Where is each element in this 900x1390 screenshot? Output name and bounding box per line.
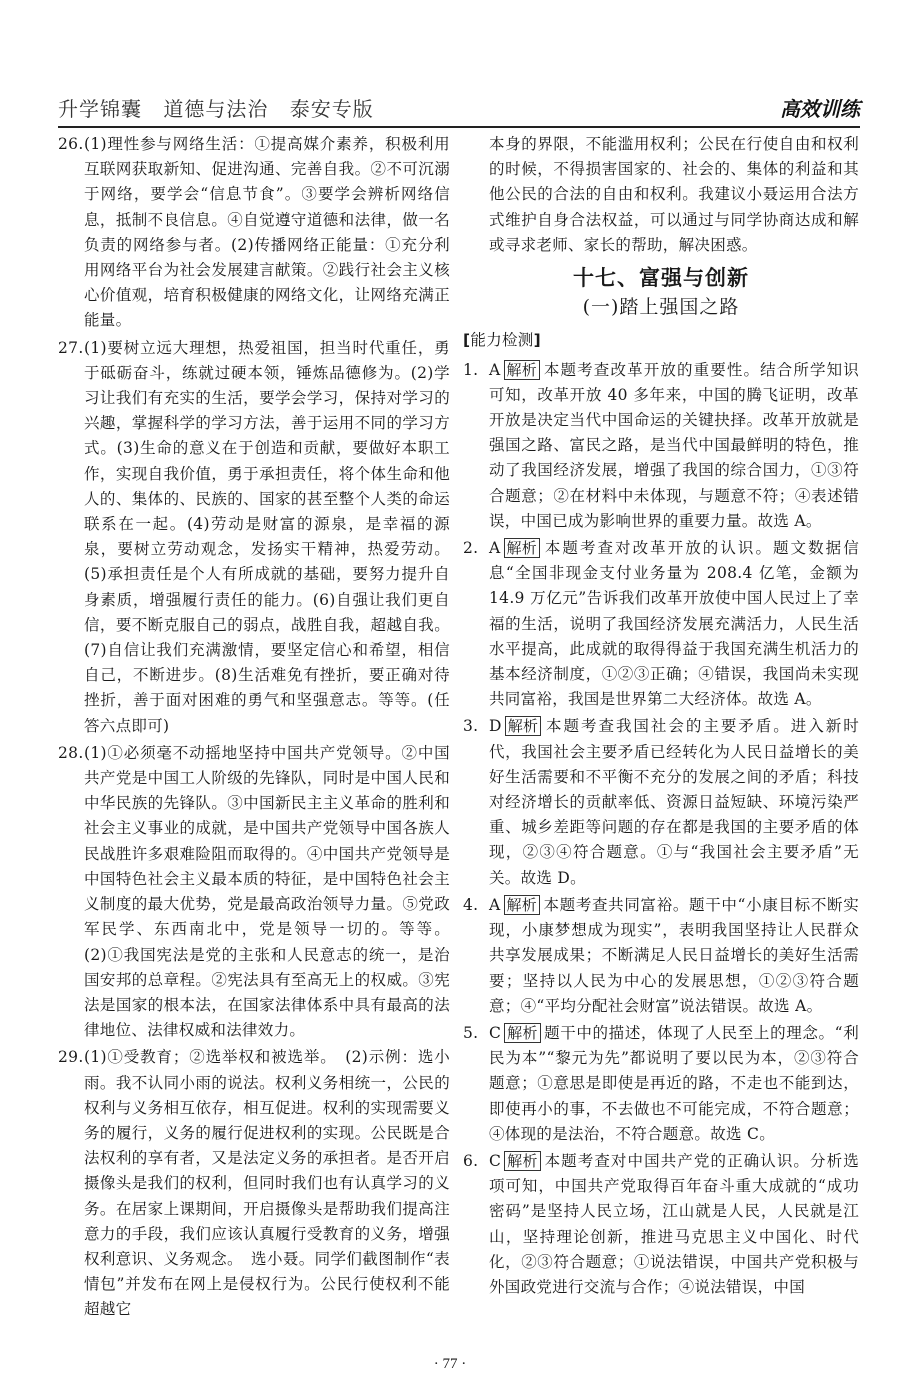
item-text: (1)①必须毫不动摇地坚持中国共产党领导。②中国共产党是中国工人阶级的先锋队，同时是中国人民和中华民族的先锋队。③中国新民主主义革命的胜利和社会主义事业的成就，是中国共产党领导中国各族人民战胜许多艰难险阻而取得的。④中国共产党领导是中国特色社会主义最本质的特征，是中国特色社会主义制度的最大优势，党是最高政治领导力量。⑤党政军民学、东西南北中，党是领导一切的。等等。(2)①我国宪法是党的主张和人民意志的统一，是治国安邦的总章程。②宪法具有至高无上的权威。③宪法是国家的根本法，在国家法律体系中具有最高的法律地位、法律权威和法律效力。 <box>84 743 450 1040</box>
answer-item-28 <box>58 741 450 1043</box>
mc-item-4 <box>463 893 859 1019</box>
item-number: 29. <box>58 1048 84 1067</box>
item-answer: A <box>489 895 501 914</box>
item-number: 1. <box>463 360 479 379</box>
section-title: 十七、富强与创新 <box>573 266 749 291</box>
item-number: 4. <box>463 895 479 914</box>
mc-item-6 <box>463 1149 859 1300</box>
item-text: (1)①受教育；②选举权和被选举。 (2)示例：选小雨。我不认同小雨的说法。权利义务相统一，公民的权利与义务相互依存，相互促进。权利的实现需要义务的履行，义务的履行促进权利的实现。公民既是合法权利的享有者，又是法定义务的承担者。是否开启摄像头是我们的权利，但同时我们也有认真学习的义务。在居家上课期间，开启摄像头是帮助我们提高注意力的手段，我们应该认真履行受教育的义务，增强权利意识、义务观念。 选小聂。同学们截图制作“表情包”并发布在网上是侵权行为。公民行使权利不能超越它 <box>84 1048 450 1319</box>
answer-item-29 <box>58 1045 450 1322</box>
item-text: 本题考查对中国共产党的正确认识。分析选项可知，中国共产党取得百年奋斗重大成就的“成功密码”是坚持人民立场，江山就是人民，人民就是江山，坚持理论创新，推进马克思主义中国化、时代化，②③符合题意；①说法错误，中国共产党积极与外国政党进行交流与合作；④说法错误，中国 <box>489 1151 859 1296</box>
left-column <box>58 132 450 1325</box>
item-number: 27. <box>58 338 84 357</box>
book-title: 升学锦囊 <box>58 97 142 121</box>
item-number: 2. <box>463 539 479 558</box>
item-text: 题干中的描述，体现了人民至上的理念。“利民为本”“黎元为先”都说明了要以民为本，②③符合题意；①意思是即使是再近的路，不走也不能到达，即使再小的事，不去做也不可能完成，不符合题意；④体现的是法治，不符合题意。故选 C。 <box>489 1023 859 1143</box>
label-text: 能力检测 <box>470 331 534 350</box>
page-header <box>58 92 860 128</box>
mc-item-2 <box>463 536 859 712</box>
ability-check-label: [能力检测] <box>463 331 541 350</box>
analysis-tag: 解析 <box>505 716 542 736</box>
analysis-tag: 解析 <box>504 1151 541 1171</box>
item-text: 本题考查共同富裕。题干中“小康目标不断实现，小康梦想成为现实”，表明我国坚持让人民群众共享发展成果；不断满足人民日益增长的美好生活需要；坚持以人民为中心的发展思想，①②③符合题意；④“平均分配社会财富”说法错误。故选 A。 <box>489 895 859 1015</box>
edition-title: 泰安专版 <box>289 97 374 121</box>
analysis-tag: 解析 <box>504 895 541 915</box>
item-text: 本题考查改革开放的重要性。结合所学知识可知，改革开放 40 多年来，中国的腾飞证明，改革开放是决定当代中国命运的关键抉择。改革开放就是强国之路、富民之路，是当代中国最鲜明的特色，推动了我国经济发展，增强了我国的综合国力，①③符合题意；②在材料中未体现，与题意不符；④表述错误，中国已成为影响世界的重要力量。故选 A。 <box>489 360 859 530</box>
right-column <box>463 132 859 1302</box>
mc-item-3 <box>463 714 859 890</box>
analysis-tag: 解析 <box>504 360 541 380</box>
item-number: 26. <box>58 135 84 153</box>
item-number: 6. <box>463 1151 479 1170</box>
item-answer: A <box>489 360 501 379</box>
mc-item-1 <box>463 358 859 534</box>
page-number: · 77 · <box>433 1356 467 1372</box>
item-answer: C <box>489 1023 502 1042</box>
header-right-title: 高效训练 <box>780 97 860 121</box>
item-text: (1)要树立远大理想，热爱祖国，担当时代重任，勇于砥砺奋斗，练就过硬本领，锤炼品德修为。(2)学习让我们有充实的生活，要学会学习，保持对学习的兴趣，掌握科学的学习方法，善于运用不同的学习方式。(3)生命的意义在于创造和贡献，要做好本职工作，实现自我价值，勇于承担责任，将个体生命和他人的、集体的、民族的、国家的甚至整个人类的命运联系在一起。(4)劳动是财富的源泉，是幸福的源泉，要树立劳动观念，发扬实干精神，热爱劳动。(5)承担责任是个人有所成就的基础，要努力提升自身素质，增强履行责任的能力。(6)自强让我们更自信，要不断克服自己的弱点，战胜自我，超越自我。(7)自信让我们充满激情，要坚定信心和希望，相信自己，不断进步。(8)生活难免有挫折，要正确对待挫折，善于面对困难的勇气和坚强意志。等等。(任答六点即可) <box>84 338 450 735</box>
mc-item-5 <box>463 1021 859 1147</box>
sub-section-title: (一)踏上强国之路 <box>582 296 740 319</box>
answer-item-27 <box>58 336 450 739</box>
item-answer: A <box>489 539 501 558</box>
analysis-tag: 解析 <box>504 538 541 558</box>
item-text: 本题考查对改革开放的认识。题文数据信息“全国非现金支付业务量为 208.4 亿笔，金额为 14.9 万亿元”告诉我们改革开放使中国人民过上了幸福的生活，说明了我国经济发展充满活力，人民生活水平提高，此成就的取得得益于我国充满生机活力的基本经济制度，①②③正确；④错误，我国尚未实现共同富裕，我国是世界第二大经济体。故选 A。 <box>489 539 859 709</box>
item-number: 5. <box>463 1023 479 1042</box>
header-left <box>58 93 388 122</box>
item-number: 28. <box>58 743 84 762</box>
item-number: 3. <box>463 717 479 736</box>
analysis-tag: 解析 <box>504 1023 541 1043</box>
item-text: 本题考查我国社会的主要矛盾。进入新时代，我国社会主要矛盾已经转化为人民日益增长的美好生活需要和不平衡不充分的发展之间的矛盾；科技对经济增长的贡献率低、资源日益短缺、环境污染严重、城乡差距等问题的存在都是我国的主要矛盾的体现，②③④符合题意。①与“我国社会主要矛盾”无关。故选 D。 <box>489 717 859 887</box>
continuation-text: 本身的界限，不能滥用权利；公民在行使自由和权利的时候，不得损害国家的、社会的、集体的利益和其他公民的合法的自由和权利。我建议小聂运用合法方式维护自身合法权益，可以通过与同学协商达成和解或寻求老师、家长的帮助，解决困惑。 <box>489 135 859 254</box>
subject-title: 道德与法治 <box>163 97 269 121</box>
item-text: (1)理性参与网络生活：①提高媒介素养，积极利用互联网获取新知、促进沟通、完善自我。②不可沉溺于网络，要学会“信息节食”。③要学会辨析网络信息，抵制不良信息。④自觉遵守道德和法律，做一名负责的网络参与者。(2)传播网络正能量：①充分利用网络平台为社会发展建言献策。②践行社会主义核心价值观，培育积极健康的网络文化，让网络充满正能量。 <box>84 135 450 330</box>
item-answer: D <box>489 717 502 736</box>
item-answer: C <box>489 1151 502 1170</box>
answer-item-26 <box>58 132 450 334</box>
